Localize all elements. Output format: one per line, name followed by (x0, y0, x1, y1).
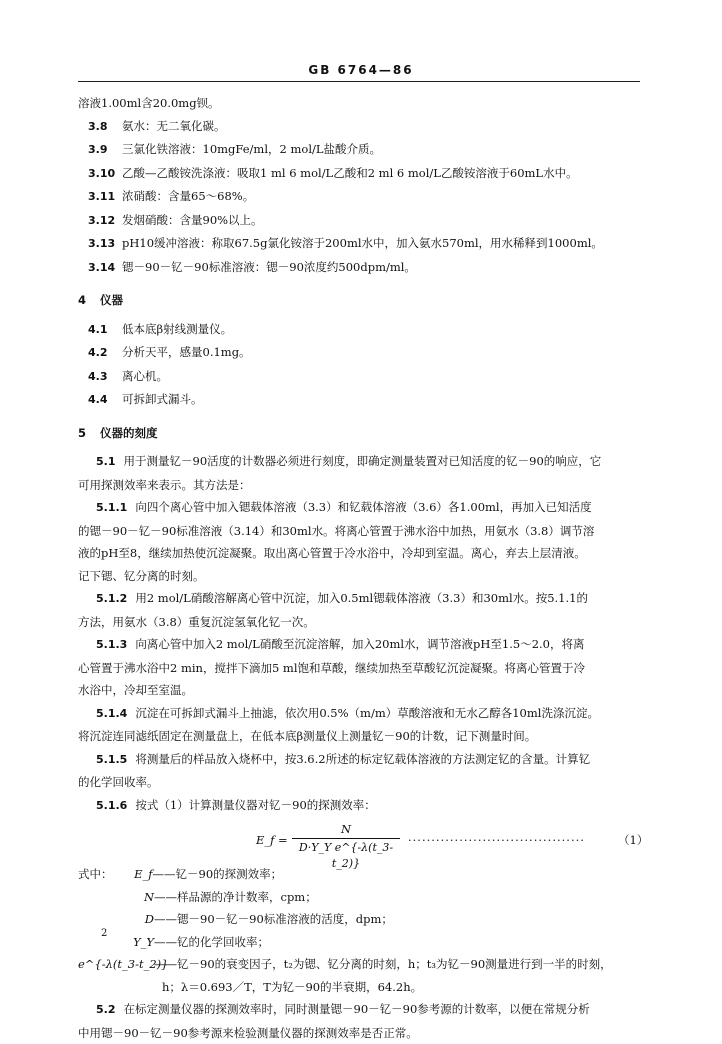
paragraph-5-1-1-line3: 液的pH至8，继续加热使沉淀凝聚。取出离心管置于冷水浴中，冷却到室温。离心，弃去上层清液。 (78, 542, 646, 565)
formula-1 (78, 821, 646, 861)
clause-3-8: 3.8 氨水：无二氧化碳。 (88, 115, 646, 139)
paragraph-5-1-4-line2: 将沉淀连同滤纸固定在测量盘上，在低本底β测量仪上测量钇－90的计数，记下测量时间。 (78, 725, 646, 748)
clause-3-11: 3.11 浓硝酸：含量65～68%。 (88, 185, 646, 209)
paragraph-5-2-line1: 5.2 在标定测量仪器的探测效率时，同时测量锶－90－钇－90参考源的计数率，以便在常规分析 (78, 998, 646, 1022)
header-rule (78, 81, 640, 82)
section-heading-4: 4 仪器 (78, 289, 646, 312)
clause-3-14: 3.14 锶－90－钇－90标准溶液：锶－90浓度约500dpm/ml。 (88, 256, 646, 280)
where-line-4: Y_Y——钇的化学回收率； (78, 931, 646, 954)
formula-fraction (292, 821, 400, 872)
clause-3-12: 3.12 发烟硝酸：含量90%以上。 (88, 209, 646, 233)
clause-4-4: 4.4 可拆卸式漏斗。 (88, 388, 646, 412)
paragraph-5-1-line2: 可用探测效率来表示。其方法是： (78, 474, 646, 497)
where-line-5: e^{-λ(t_3-t_2)}——钇－90的衰变因子，t₂为锶、钇分离的时刻，h；t₃为钇－90测量进行到一半的时刻， (78, 953, 646, 976)
paragraph-5-1-2-line2: 方法，用氨水（3.8）重复沉淀氢氧化钇一次。 (78, 611, 646, 634)
clause-3-13: 3.13 pH10缓冲溶液：称取67.5g氯化铵溶于200ml水中，加入氨水570ml，用水稀释到1000ml。 (88, 232, 646, 256)
where-line-3: D——锶－90－钇－90标准溶液的活度，dpm； (78, 908, 646, 931)
clause-3-10: 3.10 乙酸—乙酸铵洗涤液：吸取1 ml 6 mol/L乙酸和2 ml 6 mol/L乙酸铵溶液于60mL水中。 (88, 162, 646, 186)
paragraph-5-2-line2: 中用锶－90－钇－90参考源来检验测量仪器的探测效率是否正常。 (78, 1022, 646, 1044)
formula-numerator: N (292, 821, 400, 837)
where-line-1: 式中： E_f——钇－90的探测效率； (78, 863, 646, 886)
clause-4-1: 4.1 低本底β射线测量仪。 (88, 318, 646, 342)
where-line-6: h；λ＝0.693／T，T为钇－90的半衰期，64.2h。 (78, 976, 646, 999)
document-body (78, 92, 646, 1044)
paragraph-5-1-5-line1: 5.1.5 将测量后的样品放入烧杯中，按3.6.2所述的标定钇载体溶液的方法测定钇的含量。计算钇 (78, 748, 646, 772)
clause-4-3: 4.3 离心机。 (88, 365, 646, 389)
paragraph-5-1-1-line2: 的锶－90－钇－90标准溶液（3.14）和30ml水。将离心管置于沸水浴中加热，用氨水（3.8）调节溶 (78, 520, 646, 543)
formula-denominator: D·Y_Y e^{-λ(t_3-t_2)} (292, 840, 400, 872)
section-heading-5: 5 仪器的刻度 (78, 422, 646, 445)
formula-lhs: E_f = (256, 829, 288, 852)
clause-4-2: 4.2 分析天平，感量0.1mg。 (88, 341, 646, 365)
paragraph-5-1-2-line1: 5.1.2 用2 mol/L硝酸溶解离心管中沉淀，加入0.5ml锶载体溶液（3.3）和30ml水。按5.1.1的 (78, 587, 646, 611)
paragraph-5-1-1-line4: 记下锶、钇分离的时刻。 (78, 565, 646, 588)
standard-number: GB 6764—86 (0, 63, 722, 77)
paragraph-5-1-3-line1: 5.1.3 向离心管中加入2 mol/L硝酸至沉淀溶解，加入20ml水，调节溶液pH至1.5～2.0，将离 (78, 633, 646, 657)
paragraph-5-1-1-line1: 5.1.1 向四个离心管中加入锶载体溶液（3.3）和钇载体溶液（3.6）各1.00ml，再加入已知活度 (78, 496, 646, 520)
where-line-2: N——样品源的净计数率，cpm； (78, 886, 646, 909)
equation-number: （1） (618, 829, 648, 852)
clause-3-9: 3.9 三氯化铁溶液：10mgFe/ml，2 mol/L盐酸介质。 (88, 138, 646, 162)
paragraph-5-1-line1: 5.1 用于测量钇－90活度的计数器必须进行刻度，即确定测量装置对已知活度的钇－90的响应，它 (78, 450, 646, 474)
continuation-line: 溶液1.00ml含20.0mg钡。 (78, 92, 646, 115)
page-number: 2 (101, 928, 107, 939)
paragraph-5-1-3-line2: 心管置于沸水浴中2 min，搅拌下滴加5 ml饱和草酸，继续加热至草酸钇沉淀凝聚。将离心管置于冷 (78, 657, 646, 680)
paragraph-5-1-6-line1: 5.1.6 按式（1）计算测量仪器对钇－90的探测效率： (78, 794, 646, 818)
paragraph-5-1-3-line3: 水浴中，冷却至室温。 (78, 679, 646, 702)
paragraph-5-1-5-line2: 的化学回收率。 (78, 771, 646, 794)
paragraph-5-1-4-line1: 5.1.4 沉淀在可拆卸式漏斗上抽滤，依次用0.5%（m/m）草酸溶液和无水乙醇各10ml洗涤沉淀。 (78, 702, 646, 726)
fraction-bar (292, 838, 400, 839)
formula-leader-dots: ······································ (408, 829, 585, 852)
